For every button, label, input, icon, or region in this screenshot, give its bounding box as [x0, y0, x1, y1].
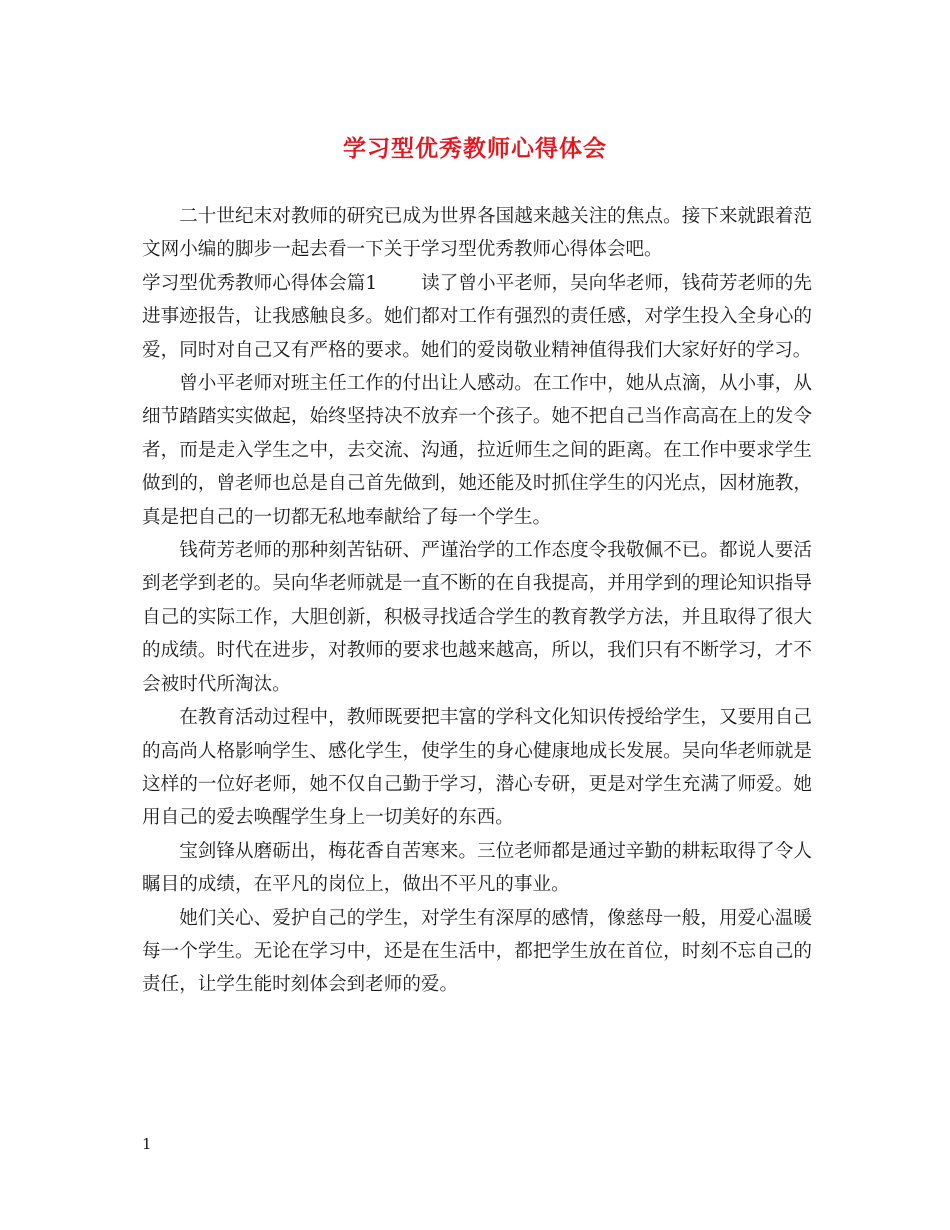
body-paragraph: 曾小平老师对班主任工作的付出让人感动。在工作中，她从点滴，从小事，从细节踏踏实实做起，始终坚持决不放弃一个孩子。她不把自己当作高高在上的发令者，而是走入学生之中，去交流、沟通，拉近师生之间的距离。在工作中要求学生做到的，曾老师也总是自己首先做到，她还能及时抓住学生的闪光点，因材施教，真是把自己的一切都无私地奉献给了每一个学生。 — [142, 373, 812, 528]
body-paragraph: 在教育活动过程中，教师既要把丰富的学科文化知识传授给学生，又要用自己的高尚人格影响学生、感化学生，使学生的身心健康地成长发展。吴向华老师就是这样的一位好老师，她不仅自己勤于学习，潜心专研，更是对学生充满了师爱。她用自己的爱去唤醒学生身上一切美好的东西。 — [142, 707, 812, 829]
section-first-paragraph — [142, 267, 812, 367]
body-paragraph: 宝剑锋从磨砺出，梅花香自苦寒来。三位老师都是通过辛勤的耕耘取得了令人瞩目的成绩，在平凡的岗位上，做出不平凡的事业。 — [142, 840, 812, 896]
section-heading: 学习型优秀教师心得体会篇1 — [142, 272, 378, 294]
body-paragraph: 钱荷芳老师的那种刻苦钻研、严谨治学的工作态度令我敬佩不已。都说人要活到老学到老的。吴向华老师就是一直不断的在自我提高，并用学到的理论知识指导自己的实际工作，大胆创新，积极寻找适合学生的教育教学方法，并且取得了很大的成绩。时代在进步，对教师的要求也越来越高，所以，我们只有不断学习，才不会被时代所淘汰。 — [142, 540, 812, 695]
document-title: 学习型优秀教师心得体会 — [343, 135, 607, 162]
page-number: 1 — [142, 1135, 152, 1153]
intro-paragraph: 二十世纪末对教师的研究已成为世界各国越来越关注的焦点。接下来就跟着范文网小编的脚步一起去看一下关于学习型优秀教师心得体会吧。 — [142, 206, 812, 261]
section-first-text: 读了曾小平老师，吴向华老师，钱荷芳老师的先进事迹报告，让我感触良多。她们都对工作有强烈的责任感，对学生投入全身心的爱，同时对自己又有严格的要求。她们的爱岗敬业精神值得我们大家好好的学习。 — [142, 272, 812, 361]
body-paragraph: 她们关心、爱护自己的学生，对学生有深厚的感情，像慈母一般，用爱心温暖每一个学生。无论在学习中，还是在生活中，都把学生放在首位，时刻不忘自己的责任，让学生能时刻体会到老师的爱。 — [142, 907, 812, 996]
document-body — [142, 200, 812, 1002]
